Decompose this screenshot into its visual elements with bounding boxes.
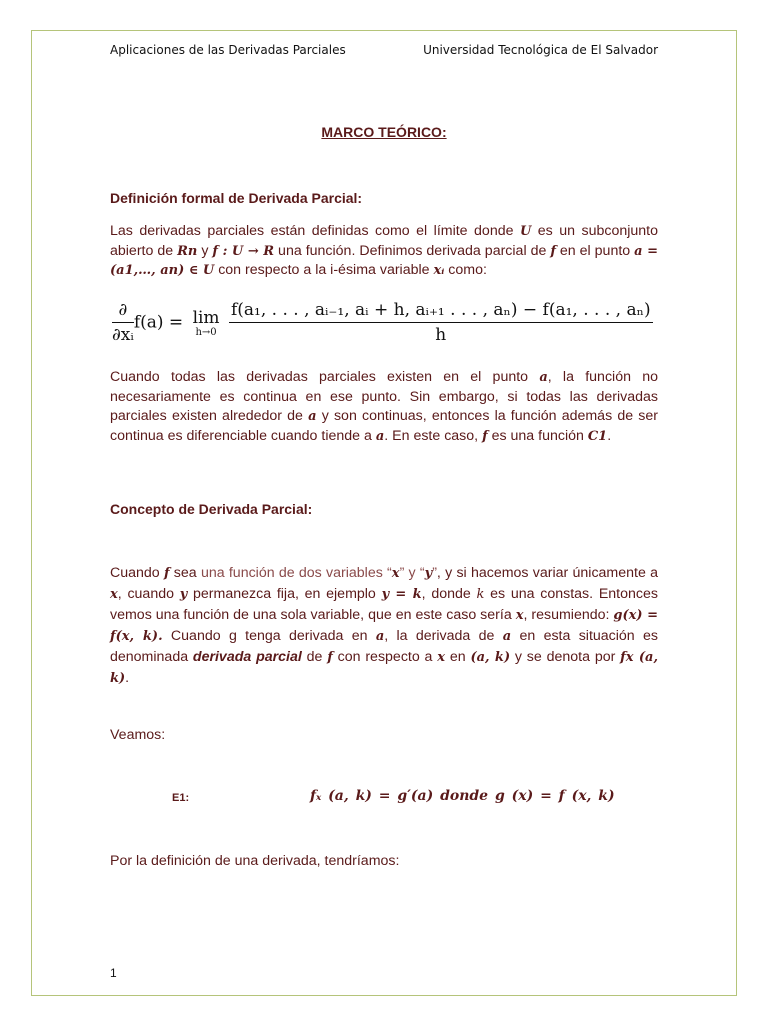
formula-rhs-fraction: f(a₁, . . . , aᵢ₋₁, aᵢ + h, aᵢ₊₁ . . . , aₙ) − f(a₁, . . . , aₙ) h bbox=[230, 300, 651, 345]
paragraph-continuity: Cuando todas las derivadas parciales existen en el punto a, la función no necesariamente es continua en ese punto. Sin embargo, si todas las derivadas parciales existen alrededor de a y son continuas, entonces la función además de ser continua es diferenciable cuando tiende a a. En este caso, f es una función C1. bbox=[110, 369, 658, 444]
header-right: Universidad Tecnológica de El Salvador bbox=[423, 43, 658, 57]
page-number: 1 bbox=[110, 966, 117, 980]
closing-text: Por la definición de una derivada, tendríamos: bbox=[110, 853, 400, 869]
formula-lhs-fraction: $\frac{\partial}{\text{∂xᵢ}}$ bbox=[112, 300, 134, 345]
paragraph-concept: Cuando f sea una función de dos variables “x” y “y”, y si hacemos variar únicamente a x, cuando y permanezca fija, en ejemplo y = k, donde k es una constas. Entonces vemos una función de una sola variable, que en este caso sería x, resumiendo: g(x) = f(x, k). Cuando g tenga derivada en a, la derivada de a en esta situación es denominada derivada parcial de f con respecto a x en (a, k) y se denota por fx (a, k). bbox=[110, 565, 659, 686]
formula-limit: lim h→0 bbox=[192, 307, 220, 338]
example-formula: fₓ (a, k) = g′(a) donde g (x) = f (x, k) bbox=[310, 788, 615, 804]
formula-lhs-f: f(a) = bbox=[133, 312, 184, 333]
section-heading-concept: Concepto de Derivada Parcial: bbox=[110, 501, 313, 517]
example-label: E1: bbox=[172, 792, 190, 804]
partial-derivative-formula bbox=[112, 300, 653, 356]
section-heading-formal-definition: Definición formal de Derivada Parcial: bbox=[110, 190, 363, 206]
header-left: Aplicaciones de las Derivadas Parciales bbox=[110, 43, 346, 57]
paragraph-formal-definition: Las derivadas parciales están definidas como el límite donde U es un subconjunto abierto de Rn y f : U → R una función. Definimos derivada parcial de f en el punto a = (a1,…, an) ∈ U con respecto a la i-ésima variable xᵢ como: bbox=[110, 223, 659, 278]
page-title: MARCO TEÓRICO: bbox=[321, 124, 447, 140]
veamos-text: Veamos: bbox=[110, 727, 166, 743]
